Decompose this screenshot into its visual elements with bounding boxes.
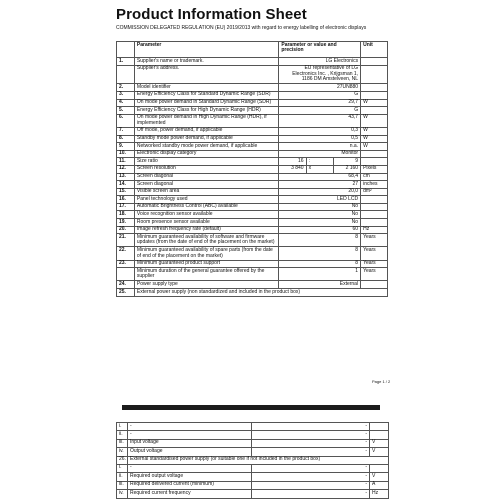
row-parameter: Screen diagonal: [134, 181, 278, 189]
row-unit: [370, 423, 389, 431]
row-value: 68,4: [279, 173, 361, 181]
row-parameter: -: [128, 464, 252, 472]
row-number: iii.: [117, 481, 128, 489]
table-row: [117, 247, 388, 260]
row-unit: [361, 281, 388, 289]
row-value: 43,7: [279, 114, 361, 127]
table-row: [117, 58, 388, 66]
row-value: -: [252, 490, 370, 498]
row-unit: [361, 91, 388, 99]
table-row: [117, 289, 388, 297]
table-row: [117, 473, 389, 481]
row-value: No: [279, 211, 361, 219]
table-row: [117, 107, 388, 115]
row-parameter: Minimum guaranteed availability of spare parts (from the date of end of the placement on the market): [134, 247, 278, 260]
table-row: [117, 188, 388, 196]
row-unit: inches: [361, 181, 388, 189]
table-row: [117, 143, 388, 151]
row-value: External: [279, 281, 361, 289]
page-separator-bar: [122, 405, 380, 410]
row-unit: [370, 431, 389, 439]
row-unit: Hz: [370, 490, 389, 498]
row-number: 8.: [117, 135, 135, 143]
row-number: i.: [117, 464, 128, 472]
row-parameter: Minimum guaranteed product support: [134, 260, 278, 268]
row-value: 8: [279, 260, 361, 268]
row-number: i.: [117, 423, 128, 431]
row-number: 24.: [117, 281, 135, 289]
row-value-separator: x: [306, 165, 333, 173]
row-number: 17.: [117, 203, 135, 211]
row-value: G: [279, 91, 361, 99]
row-number: 1.: [117, 58, 135, 66]
row-value: -: [252, 473, 370, 481]
row-value: 0,5: [279, 135, 361, 143]
row-value: Monitor: [279, 150, 361, 158]
table-row: [117, 150, 388, 158]
row-unit: [361, 107, 388, 115]
table-row: [117, 114, 388, 127]
row-parameter: Networked standby mode power demand, if applicable: [134, 143, 278, 151]
header-unit: Unit: [361, 42, 388, 58]
row-number: 18.: [117, 211, 135, 219]
table-row: [117, 127, 388, 135]
row-value: 27: [279, 181, 361, 189]
table-row: [117, 165, 388, 173]
row-unit: cm: [361, 173, 388, 181]
row-value-b: 9: [333, 158, 360, 166]
header-parameter: Parameter: [134, 42, 278, 58]
row-number: 26.: [117, 456, 128, 464]
row-unit: [361, 58, 388, 66]
row-unit: V: [370, 473, 389, 481]
row-number: 19.: [117, 219, 135, 227]
row-unit: dm²: [361, 188, 388, 196]
table-row: [117, 91, 388, 99]
row-value: 27UN880: [279, 84, 361, 92]
row-number: ii.: [117, 431, 128, 439]
row-parameter: Visible screen area: [134, 188, 278, 196]
table-row: [117, 99, 388, 107]
row-number: 25.: [117, 289, 135, 297]
row-parameter: Model identifier: [134, 84, 278, 92]
table-row: [117, 423, 389, 431]
row-value: n.a.: [279, 143, 361, 151]
row-value-a: 3 840: [279, 165, 306, 173]
row-parameter: -: [128, 423, 252, 431]
table-row: [117, 226, 388, 234]
row-number: 7.: [117, 127, 135, 135]
row-number: 5.: [117, 107, 135, 115]
row-parameter: Supplier's address.: [134, 65, 278, 84]
row-number: 10.: [117, 150, 135, 158]
row-value: No: [279, 203, 361, 211]
table-row: [117, 211, 388, 219]
regulation-text: COMMISSION DELEGATED REGULATION (EU) 2019/2013 with regard to energy labelling of electronic displays: [116, 25, 367, 31]
row-parameter: Screen diagonal: [134, 173, 278, 181]
row-parameter: Screen resolution: [134, 165, 278, 173]
row-number: iv.: [117, 490, 128, 498]
row-number: 4.: [117, 99, 135, 107]
row-value: 1: [279, 268, 361, 281]
row-span-text: External power supply (non standardized and included in the product box): [134, 289, 387, 297]
table-header-row: [117, 42, 388, 58]
row-number: 6.: [117, 114, 135, 127]
row-value: 8: [279, 234, 361, 247]
page-title: Product Information Sheet: [116, 6, 307, 23]
row-parameter: -: [128, 431, 252, 439]
info-table: [116, 41, 388, 297]
table-row: [117, 439, 389, 447]
row-parameter: Image refresh frequency rate (default): [134, 226, 278, 234]
row-unit: [361, 211, 388, 219]
table-row: [117, 281, 388, 289]
row-unit: Years: [361, 260, 388, 268]
row-unit: Hz: [361, 226, 388, 234]
row-value: 20,0: [279, 188, 361, 196]
row-number: [117, 65, 135, 84]
header-num: [117, 42, 135, 58]
row-value: No: [279, 219, 361, 227]
row-value: G: [279, 107, 361, 115]
table-row: [117, 173, 388, 181]
row-unit: Years: [361, 234, 388, 247]
row-unit: [361, 196, 388, 204]
row-number: 9.: [117, 143, 135, 151]
row-number: 23.: [117, 260, 135, 268]
row-value: -: [252, 423, 370, 431]
table-row: [117, 456, 389, 464]
row-parameter: On mode power demand in Standard Dynamic Range (SDR): [134, 99, 278, 107]
header-value: Parameter or value and precision: [279, 42, 361, 58]
row-value: EU representative of LG Electronics Inc. , Krijgsman 1, 1186 DM Amstelveen, NL: [279, 65, 361, 84]
table-row: [117, 431, 389, 439]
row-span-text: External standardised power supply (or suitable one if not included in the product box): [128, 456, 389, 464]
table-row: [117, 65, 388, 84]
table-row: [117, 219, 388, 227]
row-value: 8: [279, 247, 361, 260]
row-unit: W: [361, 114, 388, 127]
row-value: -: [252, 448, 370, 456]
table-row: [117, 135, 388, 143]
row-number: iii.: [117, 439, 128, 447]
row-value: 29,7: [279, 99, 361, 107]
table-row: [117, 464, 389, 472]
row-parameter: Output voltage: [128, 448, 252, 456]
row-parameter: Minimum duration of the general guarantee offered by the supplier: [134, 268, 278, 281]
row-unit: W: [361, 127, 388, 135]
row-unit: W: [361, 135, 388, 143]
row-number: iv.: [117, 448, 128, 456]
row-unit: [361, 219, 388, 227]
row-number: 21.: [117, 234, 135, 247]
row-parameter: Automatic Brightness Control (ABC) available: [134, 203, 278, 211]
row-unit: W: [361, 143, 388, 151]
row-value: 60: [279, 226, 361, 234]
row-parameter: Supplier's name or trademark.: [134, 58, 278, 66]
table-row: [117, 448, 389, 456]
row-value: LG Electronics: [279, 58, 361, 66]
row-value: 0,3: [279, 127, 361, 135]
table-row: [117, 196, 388, 204]
row-number: 2.: [117, 84, 135, 92]
info-table-continued: [116, 422, 389, 499]
table-row: [117, 181, 388, 189]
row-number: 14.: [117, 181, 135, 189]
row-value: -: [252, 481, 370, 489]
page-number: Page 1 / 2: [372, 379, 391, 384]
row-number: 3.: [117, 91, 135, 99]
row-unit: Years: [361, 268, 388, 281]
row-unit: [370, 464, 389, 472]
row-unit: Years: [361, 247, 388, 260]
row-parameter: Panel technology used: [134, 196, 278, 204]
row-parameter: Power supply type: [134, 281, 278, 289]
table-row: [117, 268, 388, 281]
row-value: -: [252, 464, 370, 472]
row-parameter: Required output voltage: [128, 473, 252, 481]
row-unit: [361, 158, 388, 166]
row-parameter: Electronic display category: [134, 150, 278, 158]
row-parameter: Input voltage: [128, 439, 252, 447]
row-unit: [361, 150, 388, 158]
table-row: [117, 260, 388, 268]
row-unit: [361, 84, 388, 92]
row-parameter: Energy Efficiency Class for Standard Dynamic Range (SDR): [134, 91, 278, 99]
row-number: 16.: [117, 196, 135, 204]
row-unit: [361, 65, 388, 84]
row-value: LED LCD: [279, 196, 361, 204]
row-parameter: Energy Efficiency Class for High Dynamic Range (HDR): [134, 107, 278, 115]
row-parameter: Required delivered current (minimum): [128, 481, 252, 489]
row-value-a: 16: [279, 158, 306, 166]
row-value: -: [252, 439, 370, 447]
table-row: [117, 84, 388, 92]
row-parameter: Size ratio: [134, 158, 278, 166]
row-number: 13.: [117, 173, 135, 181]
row-number: 22.: [117, 247, 135, 260]
row-number: [117, 268, 135, 281]
row-number: 20.: [117, 226, 135, 234]
row-parameter: Required current frequency: [128, 490, 252, 498]
row-unit: W: [361, 99, 388, 107]
row-number: 11.: [117, 158, 135, 166]
row-parameter: On mode power demand in High Dynamic Range (HDR), if implemented: [134, 114, 278, 127]
row-value-b: 2 160: [333, 165, 360, 173]
row-unit: Pixels: [361, 165, 388, 173]
row-number: 15.: [117, 188, 135, 196]
table-row: [117, 158, 388, 166]
table-row: [117, 481, 389, 489]
row-number: 12.: [117, 165, 135, 173]
row-unit: V: [370, 448, 389, 456]
row-unit: V: [370, 439, 389, 447]
table-row: [117, 203, 388, 211]
table-row: [117, 490, 389, 498]
row-value-separator: :: [306, 158, 333, 166]
row-parameter: Off mode, power demand, if applicable: [134, 127, 278, 135]
row-parameter: Voice recognition sensor available: [134, 211, 278, 219]
row-unit: [361, 203, 388, 211]
table-row: [117, 234, 388, 247]
row-parameter: Room presence sensor available: [134, 219, 278, 227]
row-number: ii.: [117, 473, 128, 481]
row-parameter: Standby mode power demand, if applicable: [134, 135, 278, 143]
row-parameter: Minimum guaranteed availability of software and firmware updates (from the date of end of the placement on the market): [134, 234, 278, 247]
row-value: -: [252, 431, 370, 439]
row-unit: A: [370, 481, 389, 489]
